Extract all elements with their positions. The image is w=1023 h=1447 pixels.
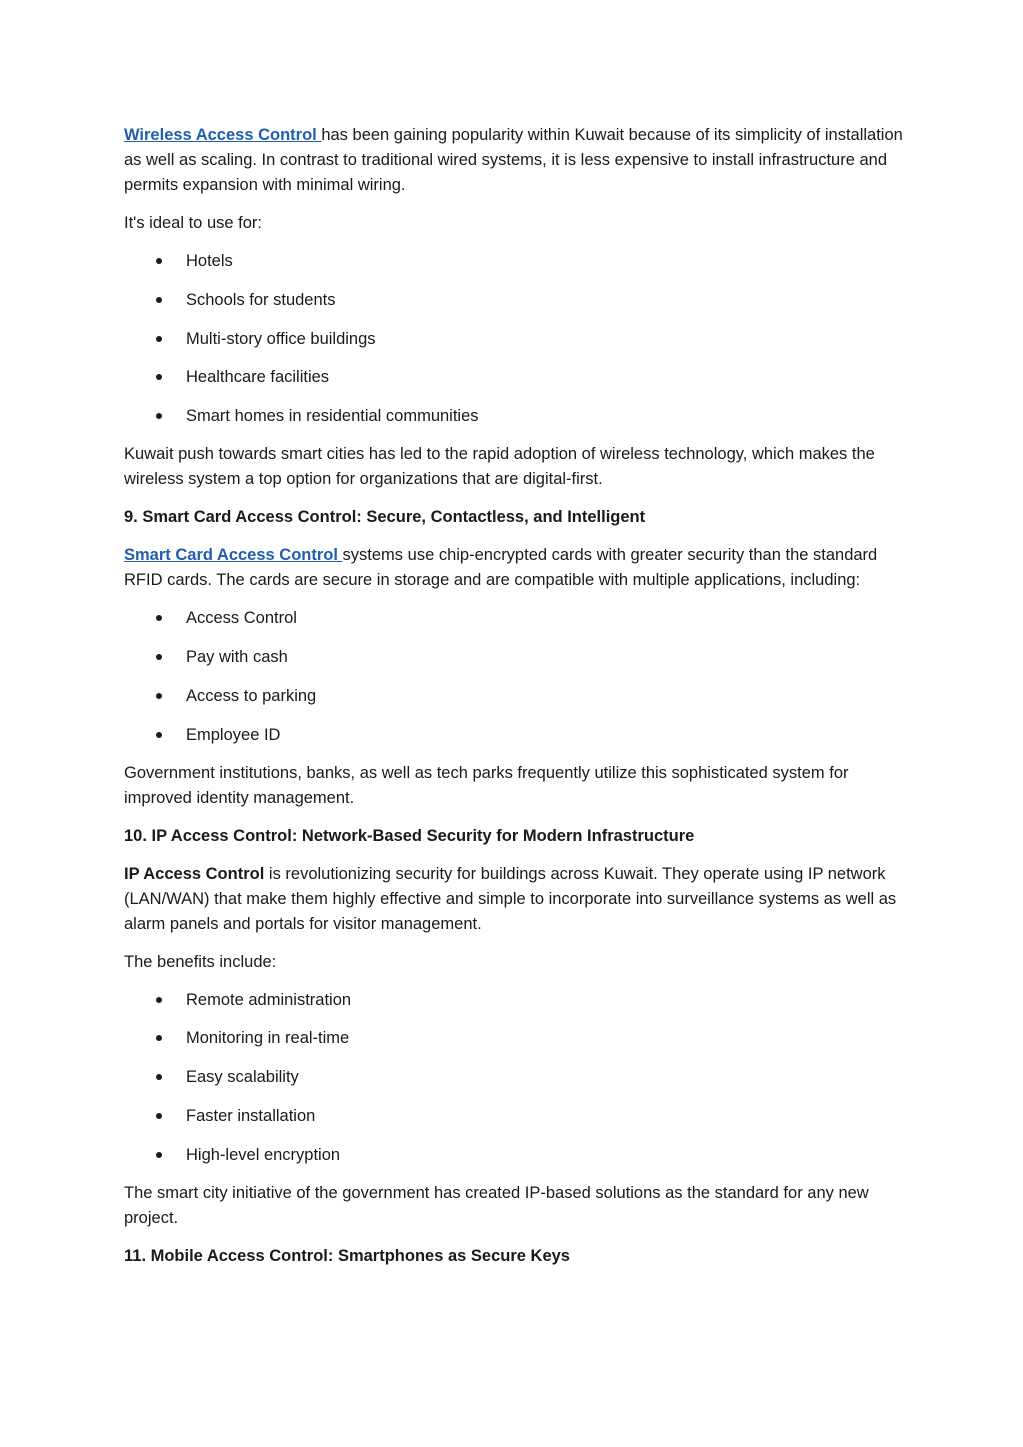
smart-card-closing: Government institutions, banks, as well as tech parks frequently utilize this sophisticated system for improved identity management. (124, 763, 849, 807)
list-item (124, 1026, 914, 1051)
bullet-icon (156, 1152, 162, 1158)
smart-card-paragraph (124, 543, 914, 593)
list-item-text: Employee ID (186, 725, 281, 744)
wireless-closing: Kuwait push towards smart cities has led to the rapid adoption of wireless technology, which makes the wireless system a top option for organizations that are digital-first. (124, 445, 875, 489)
bullet-icon (156, 336, 162, 342)
list-item (124, 723, 914, 748)
bullet-icon (156, 693, 162, 699)
list-item (124, 249, 914, 274)
list-item-text: High-level encryption (186, 1145, 341, 1164)
list-item-text: Healthcare facilities (186, 368, 330, 387)
smart-card-paragraph-text: systems use chip-encrypted cards with greater security than the standard RFID cards. The cards are secure in storage and are compatible with multiple applications, including: (124, 546, 878, 590)
list-item-text: Easy scalability (186, 1068, 299, 1087)
list-item-text: Remote administration (186, 990, 352, 1009)
list-item (124, 327, 914, 352)
list-item (124, 288, 914, 313)
list-item-text: Multi-story office buildings (186, 329, 376, 348)
bullet-icon (156, 413, 162, 419)
bullet-icon (156, 374, 162, 380)
wireless-access-control-link[interactable]: Wireless Access Control (124, 126, 322, 144)
bullet-icon (156, 1035, 162, 1041)
wireless-paragraph-text: has been gaining popularity within Kuwait because of its simplicity of installation as well as scaling. In contrast to traditional wired systems, it is less expensive to install infrastructure and permits expansion with minimal wiring. (124, 126, 903, 194)
smart-card-access-control-link[interactable]: Smart Card Access Control (124, 546, 343, 565)
section-heading-smart-card: 9. Smart Card Access Control: Secure, Contactless, and Intelligent (124, 508, 646, 527)
wireless-paragraph (124, 123, 914, 198)
list-item (124, 988, 914, 1013)
list-item (124, 1143, 914, 1168)
ip-paragraph (124, 862, 914, 937)
ip-paragraph-text: is revolutionizing security for buildings across Kuwait. They operate using IP network (LAN/WAN) that make them highly effective and simple to incorporate into surveillance systems as well as alarm panels and portals for visitor management. (124, 864, 897, 933)
bullet-icon (156, 997, 162, 1003)
benefits-list (124, 988, 914, 1168)
list-item (124, 1104, 914, 1129)
bullet-icon (156, 1113, 162, 1119)
bullet-icon (156, 654, 162, 660)
bullet-icon (156, 732, 162, 738)
list-item-text: Faster installation (186, 1106, 316, 1125)
list-item-text: Schools for students (186, 290, 336, 309)
ideal-intro: It's ideal to use for: (124, 214, 262, 232)
list-item (124, 645, 914, 670)
ip-lead-term: IP Access Control (124, 864, 265, 883)
list-item-text: Pay with cash (186, 647, 288, 666)
list-item (124, 606, 914, 631)
list-item (124, 365, 914, 390)
list-item-text: Smart homes in residential communities (186, 407, 479, 426)
section-heading-ip: 10. IP Access Control: Network-Based Security for Modern Infrastructure (124, 826, 695, 845)
section-heading-mobile: 11. Mobile Access Control: Smartphones as Secure Keys (124, 1246, 570, 1265)
list-item-text: Monitoring in real-time (186, 1029, 350, 1048)
bullet-icon (156, 258, 162, 264)
smart-card-list (124, 606, 914, 747)
ideal-list (124, 249, 914, 429)
bullet-icon (156, 1074, 162, 1080)
bullet-icon (156, 297, 162, 303)
list-item (124, 404, 914, 429)
document-page (124, 123, 914, 1282)
benefits-intro: The benefits include: (124, 952, 277, 971)
list-item (124, 684, 914, 709)
list-item-text: Hotels (186, 252, 233, 270)
list-item-text: Access to parking (186, 686, 317, 705)
bullet-icon (156, 615, 162, 621)
list-item (124, 1065, 914, 1090)
list-item-text: Access Control (186, 609, 297, 628)
ip-closing: The smart city initiative of the government has created IP-based solutions as the standard for any new project. (124, 1183, 869, 1227)
